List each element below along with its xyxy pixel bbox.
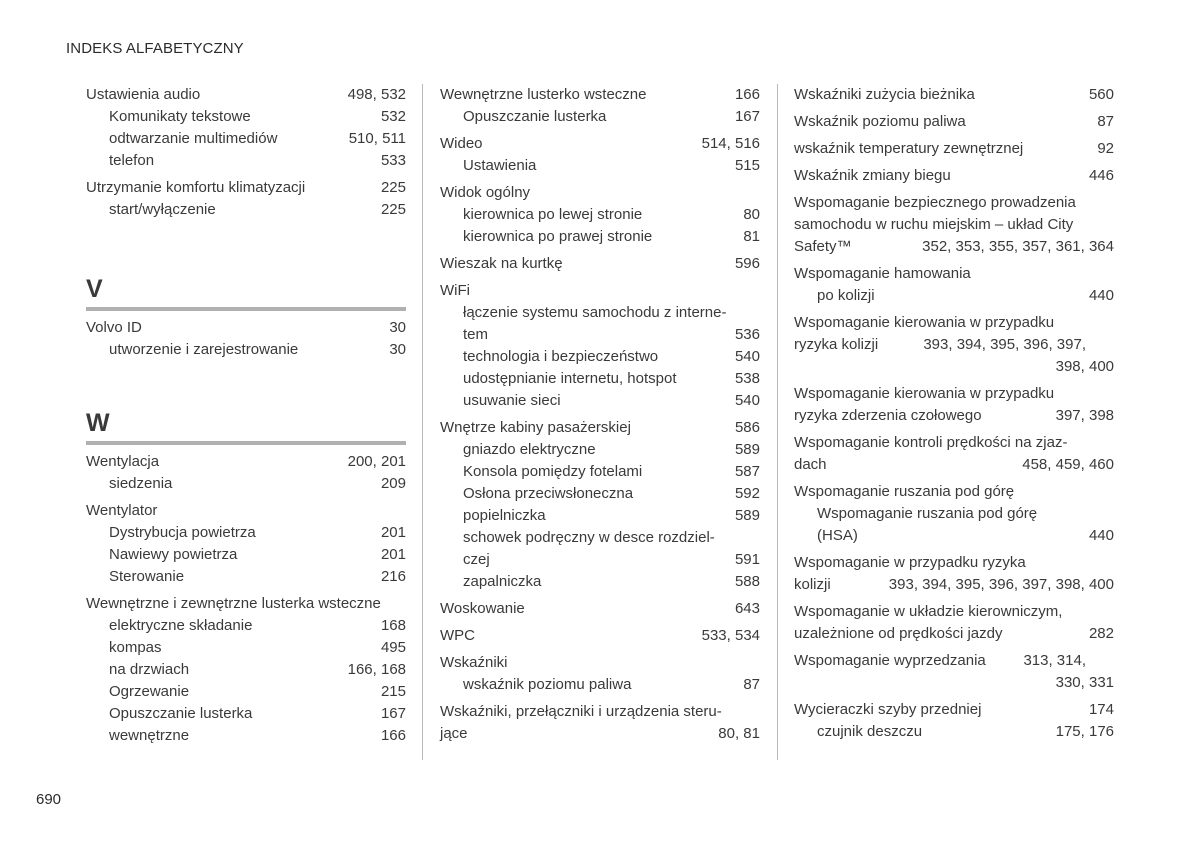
page-reference: 587 [734,463,760,480]
index-entry [794,699,1114,743]
index-line [440,505,760,527]
index-entry [794,432,1114,476]
entry-label: łączenie systemu samochodu z interne- [463,304,727,321]
page-reference: 393, 394, 395, 396, 397, 398, 400 [888,576,1114,593]
entry-label: Wspomaganie hamowania [794,265,971,282]
page-reference: 215 [380,683,406,700]
index-entry [86,451,406,495]
index-entry [794,601,1114,645]
entry-label: Safety™ [794,238,852,255]
index-line [794,601,1114,623]
entry-label: wewnętrzne [109,727,190,744]
page-reference: 167 [380,705,406,722]
entry-label: Komunikaty tekstowe [109,108,251,125]
index-line [440,155,760,177]
index-line [794,432,1114,454]
page-reference: 209 [380,475,406,492]
entry-label: telefon [109,152,155,169]
index-line [86,473,406,495]
page-reference: 440 [1088,527,1114,544]
index-line [440,527,760,549]
index-line [794,138,1114,160]
page-reference: 397, 398 [1055,407,1114,424]
page-reference: 510, 511 [348,130,406,147]
entry-label: Konsola pomiędzy fotelami [463,463,643,480]
index-line [440,571,760,593]
page-reference: 282 [1088,625,1114,642]
entry-label: Osłona przeciwsłoneczna [463,485,634,502]
entry-label: Nawiewy powietrza [109,546,238,563]
page-reference: 560 [1088,86,1114,103]
page-reference: 393, 394, 395, 396, 397, [923,336,1086,353]
section-letter-v: V [86,275,103,303]
index-line [794,623,1114,645]
entry-label: start/wyłączenie [109,201,216,218]
entry-label: Wspomaganie wyprzedzania [794,652,986,669]
index-entry [86,500,406,588]
page-reference: 174 [1088,701,1114,718]
index-line [440,253,760,275]
entry-label: kierownica po lewej stronie [463,206,643,223]
page-reference: 589 [734,507,760,524]
index-entry [440,417,760,593]
index-line [440,280,760,302]
entry-label: Opuszczanie lusterka [109,705,253,722]
index-line [440,84,760,106]
page-reference: 533 [380,152,406,169]
index-line [794,503,1114,525]
entry-label: Wskaźniki, przełączniki i urządzenia steru- [440,703,722,720]
index-line [794,356,1114,378]
page-reference: 166, 168 [347,661,406,678]
index-entry [440,280,760,412]
entry-label: Wspomaganie kierowania w przypadku [794,314,1055,331]
index-line [440,723,760,745]
index-line [794,312,1114,334]
page-reference: 538 [734,370,760,387]
index-line [440,324,760,346]
page-reference: 175, 176 [1055,723,1114,740]
index-line [794,111,1114,133]
entry-label: usuwanie sieci [463,392,561,409]
index-line [794,650,1114,672]
page-reference: 216 [380,568,406,585]
entry-label: zapalniczka [463,573,542,590]
page-reference: 92 [1097,140,1114,157]
index-line [794,192,1114,214]
index-entry [794,552,1114,596]
index-line [794,721,1114,743]
entry-label: po kolizji [817,287,875,304]
page-reference: 201 [380,546,406,563]
entry-label: Woskowanie [440,600,525,617]
index-entry [86,84,406,172]
index-line [86,177,406,199]
entry-label: Ogrzewanie [109,683,190,700]
index-line [86,637,406,659]
index-line [86,566,406,588]
entry-label: Wspomaganie w układzie kierowniczym, [794,603,1063,620]
entry-label: Wspomaganie kontroli prędkości na zjaz- [794,434,1068,451]
index-entry [86,593,406,747]
entry-label: ryzyka zderzenia czołowego [794,407,982,424]
page-reference: 81 [743,228,760,245]
index-line [86,725,406,747]
entry-label: Wewnętrzne lusterko wsteczne [440,86,647,103]
entry-label: Opuszczanie lusterka [463,108,607,125]
section-letter-w: W [86,409,110,437]
entry-label: kierownica po prawej stronie [463,228,653,245]
page-reference: 596 [734,255,760,272]
page-reference: 440 [1088,287,1114,304]
index-entry [440,253,760,275]
page-reference: 458, 459, 460 [1022,456,1114,473]
entry-label: Wspomaganie kierowania w przypadku [794,385,1055,402]
entry-label: wskaźnik poziomu paliwa [463,676,632,693]
index-line [86,703,406,725]
entry-label: czujnik deszczu [817,723,923,740]
index-column-2 [440,84,760,750]
index-entry [440,625,760,647]
entry-label: Wspomaganie ruszania pod górę [817,505,1038,522]
index-entry [86,177,406,221]
page-reference: 200, 201 [347,453,406,470]
entry-label: ryzyka kolizji [794,336,879,353]
page-reference: 495 [380,639,406,656]
index-line [794,263,1114,285]
index-line [440,461,760,483]
entry-label: Wideo [440,135,483,152]
index-entry [440,133,760,177]
entry-label: odtwarzanie multimediów [109,130,278,147]
index-line [86,544,406,566]
entry-label: WPC [440,627,475,644]
index-line [794,285,1114,307]
page-reference: 166 [734,86,760,103]
page-reference: 515 [734,157,760,174]
entry-label: elektryczne składanie [109,617,253,634]
index-line [86,593,406,615]
index-line [440,346,760,368]
entry-label: schowek podręczny w desce rozdziel- [463,529,715,546]
column-divider [777,84,778,760]
index-entry [794,383,1114,427]
page-reference: 446 [1088,167,1114,184]
index-line [794,334,1114,356]
index-entry [86,317,406,361]
index-line [440,625,760,647]
index-entry [794,650,1114,694]
index-entry [794,481,1114,547]
index-line [794,84,1114,106]
index-line [794,383,1114,405]
entry-label: Sterowanie [109,568,185,585]
index-line [86,199,406,221]
entry-label: Wskaźnik zmiany biegu [794,167,951,184]
index-entry [440,84,760,128]
entry-label: czej [463,551,490,568]
index-line [794,672,1114,694]
index-line [440,368,760,390]
index-entry [794,138,1114,160]
index-line [440,390,760,412]
entry-label: (HSA) [817,527,858,544]
page-reference: 30 [389,341,406,358]
index-line [86,150,406,172]
entry-label: udostępnianie internetu, hotspot [463,370,677,387]
index-entry [440,182,760,248]
index-line [440,417,760,439]
index-entry [440,652,760,696]
entry-label: samochodu w ruchu miejskim – układ City [794,216,1074,233]
entry-label: Utrzymanie komfortu klimatyzacji [86,179,306,196]
index-entry [794,192,1114,258]
entry-label: technologia i bezpieczeństwo [463,348,659,365]
index-line [86,522,406,544]
page-reference: 225 [380,179,406,196]
page-reference: 352, 353, 355, 357, 361, 364 [922,238,1114,255]
index-line [440,302,760,324]
entry-label: kolizji [794,576,831,593]
entry-label: Wnętrze kabiny pasażerskiej [440,419,631,436]
page-reference: 201 [380,524,406,541]
index-line [794,405,1114,427]
index-line [440,133,760,155]
index-line [86,128,406,150]
page-reference: 87 [743,676,760,693]
index-line [794,699,1114,721]
entry-label: dach [794,456,827,473]
page-reference: 80 [743,206,760,223]
page-reference: 536 [734,326,760,343]
index-entry [794,263,1114,307]
entry-label: tem [463,326,489,343]
index-line [86,659,406,681]
index-column-1 [86,84,406,752]
entry-label: Widok ogólny [440,184,531,201]
page-reference: 168 [380,617,406,634]
index-entry [794,84,1114,106]
entry-label: wskaźnik temperatury zewnętrznej [794,140,1024,157]
entry-label: Ustawienia [463,157,537,174]
entry-label: kompas [109,639,162,656]
entry-label: Wspomaganie ruszania pod górę [794,483,1015,500]
index-line [794,214,1114,236]
page-reference: 588 [734,573,760,590]
index-line [440,226,760,248]
entry-label: Wspomaganie w przypadku ryzyka [794,554,1026,571]
index-line [86,317,406,339]
index-line [86,681,406,703]
entry-label: WiFi [440,282,470,299]
page-reference: 166 [380,727,406,744]
entry-label: uzależnione od prędkości jazdy [794,625,1003,642]
entry-label: siedzenia [109,475,173,492]
page-reference: 225 [380,201,406,218]
page-reference: 398, 400 [1055,358,1114,375]
index-column-3 [794,84,1114,748]
page-reference: 643 [734,600,760,617]
index-line [440,106,760,128]
page-reference: 313, 314, [1023,652,1086,669]
index-line [794,454,1114,476]
entry-label: gniazdo elektryczne [463,441,596,458]
index-entry [794,111,1114,133]
index-entry [794,165,1114,187]
index-line [794,236,1114,258]
page-reference: 586 [734,419,760,436]
entry-label: Wskaźnik poziomu paliwa [794,113,966,130]
entry-label: Ustawienia audio [86,86,201,103]
entry-label: Wspomaganie bezpiecznego prowadzenia [794,194,1076,211]
page-reference: 30 [389,319,406,336]
index-line [794,481,1114,503]
index-line [440,483,760,505]
index-line [440,439,760,461]
entry-label: Wskaźniki [440,654,508,671]
section-rule [86,307,406,311]
page-header: INDEKS ALFABETYCZNY [66,40,244,57]
index-line [440,674,760,696]
page-reference: 540 [734,348,760,365]
index-line [440,701,760,723]
page-reference: 167 [734,108,760,125]
page-reference: 514, 516 [701,135,760,152]
page-number: 690 [36,791,62,808]
page-reference: 592 [734,485,760,502]
page-reference: 330, 331 [1055,674,1114,691]
entry-label: Wieszak na kurtkę [440,255,563,272]
entry-label: na drzwiach [109,661,190,678]
index-line [440,549,760,571]
entry-label: utworzenie i zarejestrowanie [109,341,299,358]
index-line [86,84,406,106]
index-line [86,339,406,361]
entry-label: jące [440,725,468,742]
index-line [86,500,406,522]
page-reference: 540 [734,392,760,409]
column-divider [422,84,423,760]
page-reference: 80, 81 [718,725,760,742]
page-reference: 591 [734,551,760,568]
index-line [86,615,406,637]
section-rule [86,441,406,445]
entry-label: Wentylator [86,502,158,519]
page-reference: 589 [734,441,760,458]
entry-label: popielniczka [463,507,546,524]
page-reference: 87 [1097,113,1114,130]
page-reference: 532 [380,108,406,125]
index-line [440,652,760,674]
index-line [794,552,1114,574]
index-line [794,165,1114,187]
index-line [794,574,1114,596]
index-entry [440,701,760,745]
entry-label: Wewnętrzne i zewnętrzne lusterka wsteczne [86,595,381,612]
index-line [86,106,406,128]
entry-label: Wskaźniki zużycia bieżnika [794,86,975,103]
page-reference: 498, 532 [347,86,406,103]
entry-label: Wycieraczki szyby przedniej [794,701,982,718]
index-line [440,204,760,226]
page-reference: 533, 534 [701,627,760,644]
entry-label: Wentylacja [86,453,160,470]
index-line [440,182,760,204]
entry-label: Dystrybucja powietrza [109,524,256,541]
index-line [794,525,1114,547]
entry-label: Volvo ID [86,319,142,336]
index-line [440,598,760,620]
index-entry [794,312,1114,378]
index-line [86,451,406,473]
index-entry [440,598,760,620]
